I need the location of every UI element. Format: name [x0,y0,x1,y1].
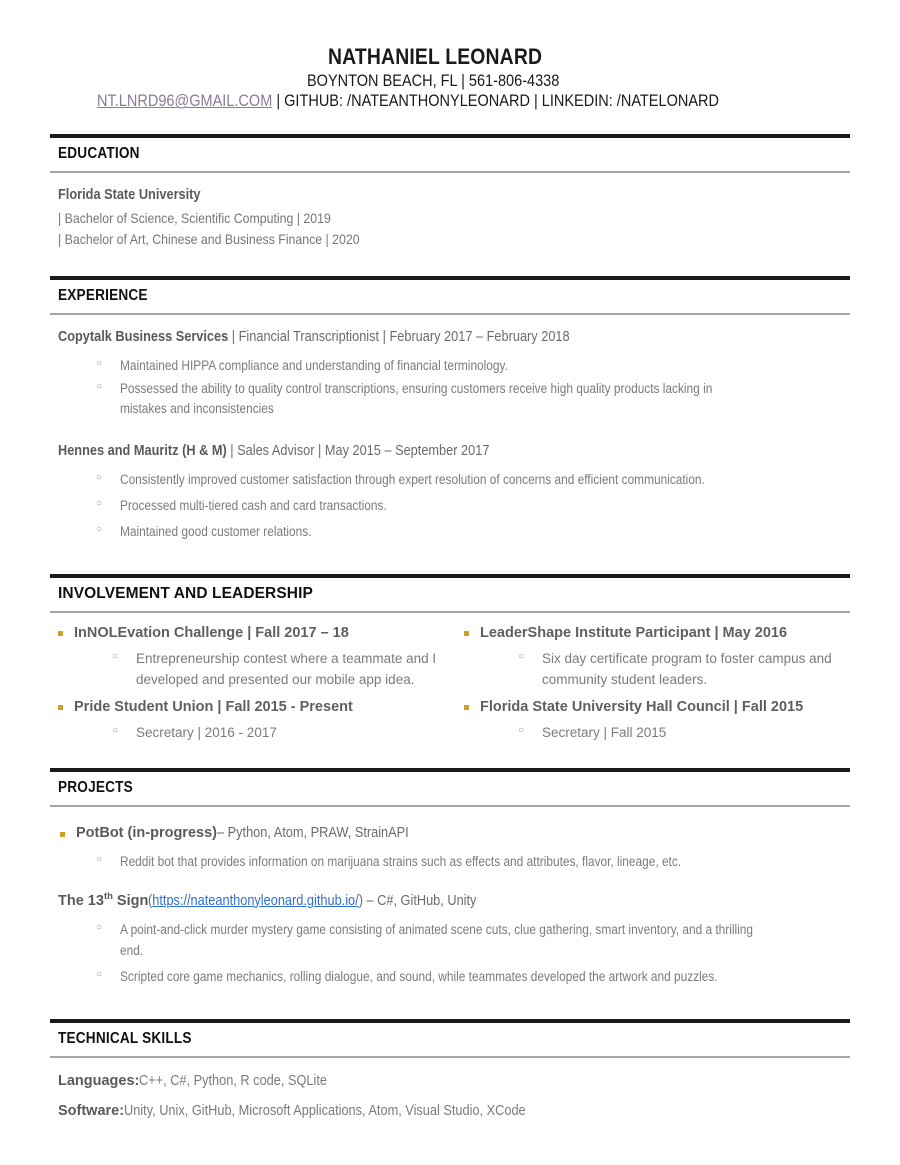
skills-software-label: Software: [58,1102,125,1119]
list-item: ○ Secretary | 2016 - 2017 [112,723,444,744]
experience-entry [58,327,850,420]
candidate-name: NATHANIEL LEONARD [328,44,543,69]
involvement-entry [56,623,444,691]
project-heading-potbot [58,823,850,845]
involvement-heading: Florida State University Hall Council | Fall 2015 [462,697,850,719]
section-title-skills: TECHNICAL SKILLS [58,1030,192,1048]
project-name: PotBot (in-progress) [76,824,217,841]
list-item: ○ Possessed the ability to quality control transcriptions, ensuring customers receive high quality products lacking in mistakes and inconsistencies [96,379,850,420]
projects-body [50,807,850,1008]
involvement-entry [462,623,850,691]
social-handles-text: | GITHUB: /NATEANTHONYLEONARD | LINKEDIN: /NATELONARD [271,92,719,111]
section-title-projects: PROJECTS [58,778,133,796]
list-item: ○ A point-and-click murder mystery game consisting of animated scene cuts, clue gathering, smart inventory, and a thrilling end. [96,920,850,961]
list-item: ○ Scripted core game mechanics, rolling dialogue, and sound, while teammates developed the artwork and puzzles. [96,967,850,987]
experience-body [50,315,850,563]
section-technical-skills [50,1019,850,1143]
list-item: ○ Processed multi-tiered cash and card transactions. [96,496,850,516]
experience-bullets [58,470,850,543]
education-school: Florida State University [58,186,201,203]
list-item: ○ Maintained good customer relations. [96,522,850,542]
involvement-bullets [462,649,850,691]
skills-languages-label: Languages: [58,1073,140,1090]
involvement-bullets [56,649,444,691]
skills-languages-line [58,1070,850,1092]
list-item: ○ Consistently improved customer satisfaction through expert resolution of concerns and efficient communication. [96,470,850,490]
involvement-heading: LeaderShape Institute Participant | May 2016 [462,623,850,645]
project-bullets [58,852,850,872]
skills-software-value: Unity, Unix, GitHub, Microsoft Applications, Atom, Visual Studio, XCode [124,1102,526,1119]
skills-body [50,1058,850,1143]
involvement-bullets [56,723,444,744]
involvement-heading: Pride Student Union | Fall 2015 - Present [56,697,444,719]
project-heading-thirteenth-sign: The 13th Sign(https://nateanthonyleonard.github.io/) – C#, GitHub, Unity [58,890,477,909]
project-entry [58,891,850,988]
project-tech: – Python, Atom, PRAW, StrainAPI [216,824,409,841]
experience-entry [58,441,850,543]
section-title-education: EDUCATION [58,144,140,162]
experience-title-line: Hennes and Mauritz (H & M) | Sales Advisor | May 2015 – September 2017 [58,442,490,459]
project-link[interactable]: https://nateanthonyleonard.github.io/ [152,892,360,909]
list-item: ○ Secretary | Fall 2015 [518,723,850,744]
list-item: ○ Reddit bot that provides information on marijuana strains such as effects and attributes, flavor, lineage, etc. [96,852,850,872]
involvement-column-left [56,623,444,749]
project-bullets [58,920,850,987]
superscript-ordinal: th [103,890,113,902]
project-name: The 13th Sign [58,890,149,909]
experience-bullets [58,356,850,420]
section-education [50,134,850,264]
involvement-column-right [462,623,850,749]
education-degree: | Bachelor of Science, Scientific Computing | 2019 [58,209,331,226]
project-entry [58,823,850,873]
section-involvement [50,574,850,759]
involvement-heading: InNOLEvation Challenge | Fall 2017 – 18 [56,623,444,645]
resume-header [50,0,850,112]
education-degree: | Bachelor of Art, Chinese and Business Finance | 2020 [58,230,360,247]
email-link[interactable]: NT.LNRD96@GMAIL.COM [96,92,272,111]
contact-location-phone: BOYNTON BEACH, FL | 561-806-4338 [306,71,559,90]
education-body [50,173,850,264]
experience-title-line: Copytalk Business Services | Financial Transcriptionist | February 2017 – February 2018 [58,328,570,345]
skills-software-line [58,1100,850,1122]
contact-links-line [50,92,850,111]
skills-languages-value: C++, C#, Python, R code, SQLite [139,1073,328,1090]
section-projects [50,768,850,1008]
involvement-entry [56,697,444,744]
list-item: ○ Entrepreneurship contest where a teammate and I developed and presented our mobile app idea. [112,649,444,691]
section-title-experience: EXPERIENCE [58,286,148,304]
section-title-involvement: INVOLVEMENT AND LEADERSHIP [58,585,313,603]
section-experience [50,276,850,563]
project-tech: – C#, GitHub, Unity [363,892,477,909]
list-item: ○ Six day certificate program to foster campus and community student leaders. [518,649,850,691]
involvement-entry [462,697,850,744]
list-item: ○ Maintained HIPPA compliance and understanding of financial terminology. [96,356,850,376]
involvement-columns [50,613,850,759]
involvement-bullets [462,723,850,744]
